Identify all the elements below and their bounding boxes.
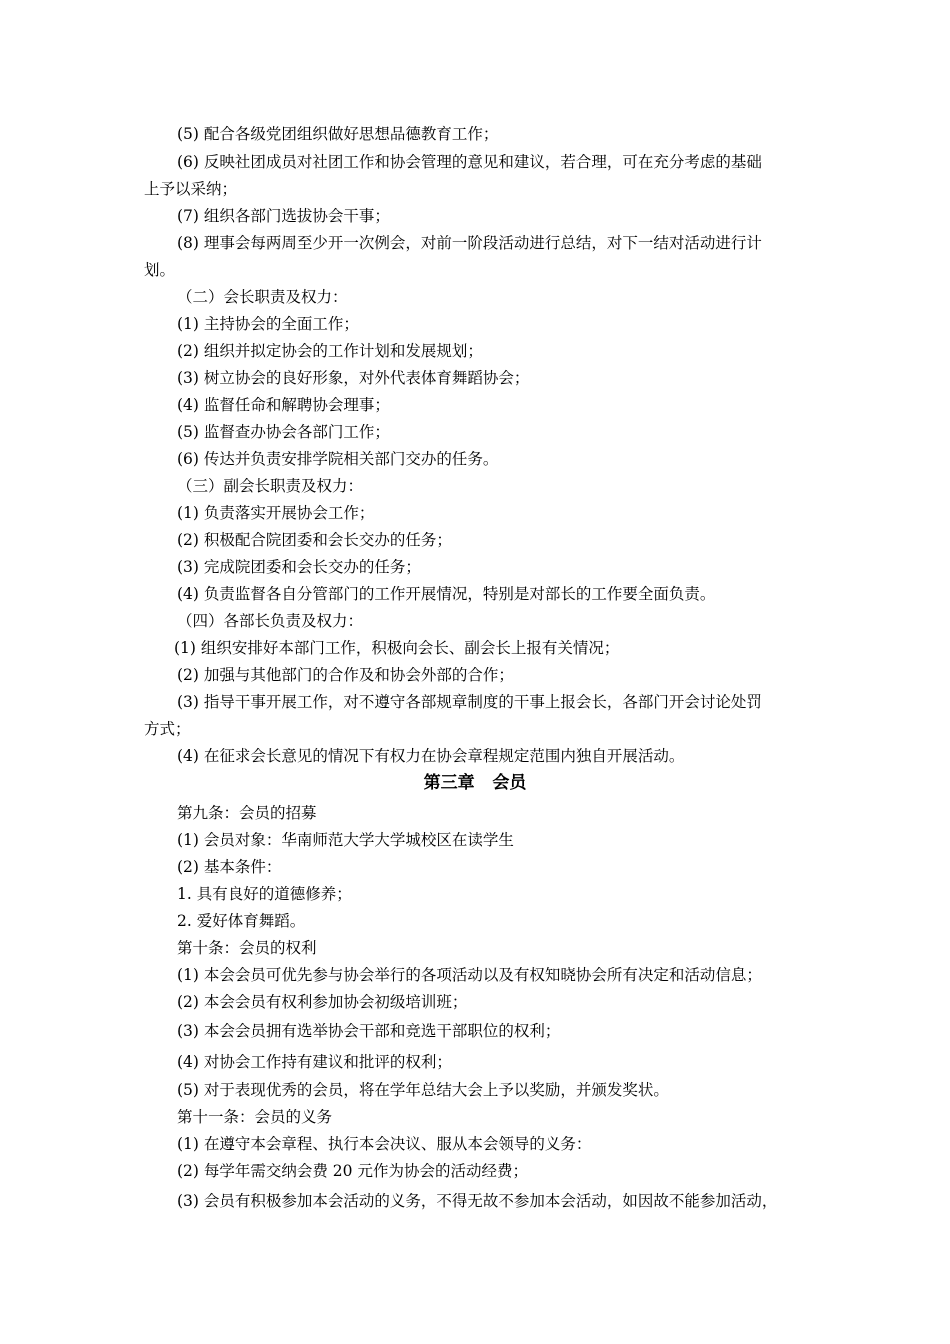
- vice-president-item: (1) 负责落实开展协会工作；: [177, 504, 375, 522]
- article-item: (1) 会员对象：华南师范大学大学城校区在读学生: [177, 831, 514, 849]
- duty-item: (7) 组织各部门选拔协会干事；: [177, 207, 390, 225]
- article-item: 2. 爱好体育舞蹈。: [177, 912, 306, 930]
- minister-item: (3) 指导干事开展工作，对不遵守各部规章制度的干事上报会长，各部门开会讨论处罚: [177, 693, 762, 711]
- minister-item: (4) 在征求会长意见的情况下有权力在协会章程规定范围内独自开展活动。: [177, 747, 685, 765]
- article-item: (3) 会员有积极参加本会活动的义务，不得无故不参加本会活动，如因故不能参加活动，: [177, 1192, 778, 1210]
- article-item: (4) 对协会工作持有建议和批评的权利；: [177, 1053, 452, 1071]
- section-title-president: （二）会长职责及权力：: [177, 288, 348, 306]
- vice-president-item: (2) 积极配合院团委和会长交办的任务；: [177, 531, 452, 549]
- article-item: (5) 对于表现优秀的会员，将在学年总结大会上予以奖励，并颁发奖状。: [177, 1081, 669, 1099]
- president-item: (6) 传达并负责安排学院相关部门交办的任务。: [177, 450, 499, 468]
- minister-item: (2) 加强与其他部门的合作及和协会外部的合作；: [177, 666, 514, 684]
- president-item: (3) 树立协会的良好形象，对外代表体育舞蹈协会；: [177, 369, 530, 387]
- minister-item: (1) 组织安排好本部门工作，积极向会长、副会长上报有关情况；: [174, 639, 620, 657]
- minister-item-continuation: 方式；: [144, 720, 191, 738]
- section-title-ministers: （四）各部长负责及权力：: [177, 612, 364, 630]
- article-item: (2) 每学年需交纳会费 20 元作为协会的活动经费；: [177, 1162, 528, 1180]
- duty-item: (5) 配合各级党团组织做好思想品德教育工作；: [177, 125, 499, 143]
- president-item: (4) 监督任命和解聘协会理事；: [177, 396, 390, 414]
- article-item: (3) 本会会员拥有选举协会干部和竞选干部职位的权利；: [177, 1022, 561, 1040]
- vice-president-item: (3) 完成院团委和会长交办的任务；: [177, 558, 421, 576]
- duty-item: (8) 理事会每两周至少开一次例会，对前一阶段活动进行总结，对下一结对活动进行计: [177, 234, 762, 252]
- president-item: (5) 监督查办协会各部门工作；: [177, 423, 390, 441]
- president-item: (2) 组织并拟定协会的工作计划和发展规划；: [177, 342, 483, 360]
- duty-item-continuation: 划。: [144, 261, 176, 279]
- article-item: (1) 在遵守本会章程、执行本会决议、服从本会领导的义务：: [177, 1135, 592, 1153]
- president-item: (1) 主持协会的全面工作；: [177, 315, 359, 333]
- article-title: 第九条：会员的招募: [177, 804, 317, 822]
- article-item: 1. 具有良好的道德修养；: [177, 885, 352, 903]
- article-item: (2) 本会会员有权利参加协会初级培训班；: [177, 993, 468, 1011]
- section-title-vice-president: （三）副会长职责及权力：: [177, 477, 364, 495]
- article-title: 第十一条：会员的义务: [177, 1108, 333, 1126]
- article-title: 第十条：会员的权利: [177, 939, 317, 957]
- chapter-heading: 第三章 会员: [423, 773, 527, 793]
- duty-item: (6) 反映社团成员对社团工作和协会管理的意见和建议，若合理，可在充分考虑的基础: [177, 153, 762, 171]
- vice-president-item: (4) 负责监督各自分管部门的工作开展情况，特别是对部长的工作要全面负责。: [177, 585, 716, 603]
- article-item: (1) 本会会员可优先参与协会举行的各项活动以及有权知晓协会所有决定和活动信息；: [177, 966, 762, 984]
- duty-item-continuation: 上予以采纳；: [144, 180, 238, 198]
- article-item: (2) 基本条件：: [177, 858, 282, 876]
